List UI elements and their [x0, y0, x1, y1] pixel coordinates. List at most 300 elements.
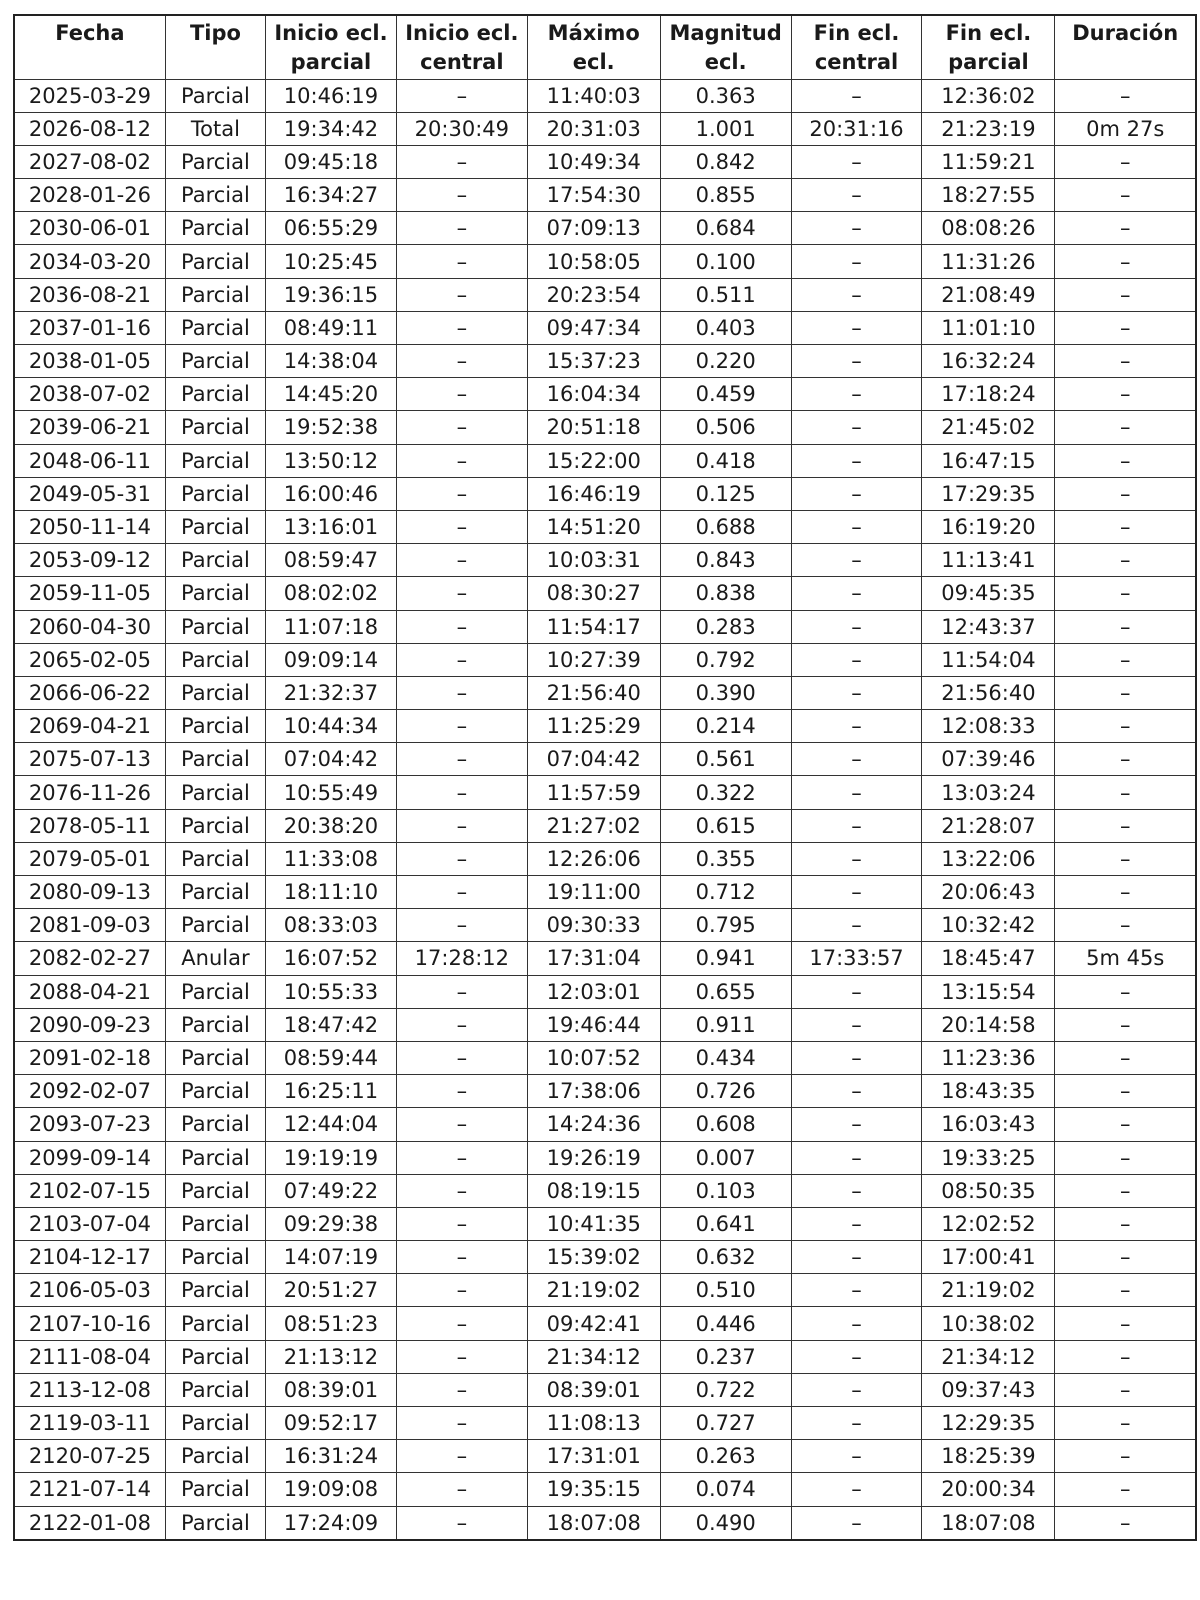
table-row — [14, 1407, 1196, 1440]
cell-central-end: – — [791, 1207, 922, 1240]
cell-partial-end: 18:07:08 — [922, 1506, 1055, 1540]
cell-partial-start: 13:50:12 — [266, 444, 397, 477]
cell-duration: – — [1055, 610, 1196, 643]
cell-partial-start: 16:34:27 — [266, 179, 397, 212]
column-header-central-end — [791, 15, 922, 79]
column-header-line: Máximo — [547, 21, 640, 45]
cell-central-start: 20:30:49 — [396, 112, 527, 145]
cell-date: 2081-09-03 — [14, 909, 165, 942]
cell-magnitude: 0.688 — [660, 510, 791, 543]
cell-partial-start: 09:29:38 — [266, 1207, 397, 1240]
cell-duration: – — [1055, 809, 1196, 842]
cell-partial-end: 10:32:42 — [922, 909, 1055, 942]
cell-duration: – — [1055, 1506, 1196, 1540]
column-header-line: central — [814, 50, 899, 74]
cell-central-end: – — [791, 544, 922, 577]
cell-date: 2026-08-12 — [14, 112, 165, 145]
cell-central-start: – — [396, 1108, 527, 1141]
cell-type: Parcial — [165, 278, 265, 311]
cell-duration: – — [1055, 1207, 1196, 1240]
cell-partial-start: 09:09:14 — [266, 643, 397, 676]
cell-central-end: – — [791, 1241, 922, 1274]
table-row — [14, 179, 1196, 212]
cell-central-start: – — [396, 676, 527, 709]
cell-partial-start: 14:07:19 — [266, 1241, 397, 1274]
cell-maximum: 15:37:23 — [527, 345, 660, 378]
cell-partial-end: 20:14:58 — [922, 1008, 1055, 1041]
cell-magnitude: 0.263 — [660, 1440, 791, 1473]
table-row — [14, 1141, 1196, 1174]
cell-partial-end: 09:45:35 — [922, 577, 1055, 610]
cell-magnitude: 0.214 — [660, 710, 791, 743]
table-row — [14, 1041, 1196, 1074]
cell-partial-start: 14:38:04 — [266, 345, 397, 378]
cell-maximum: 12:26:06 — [527, 842, 660, 875]
cell-maximum: 16:46:19 — [527, 477, 660, 510]
cell-duration: – — [1055, 145, 1196, 178]
cell-maximum: 08:19:15 — [527, 1174, 660, 1207]
cell-magnitude: 0.608 — [660, 1108, 791, 1141]
cell-central-start: – — [396, 975, 527, 1008]
cell-type: Parcial — [165, 1141, 265, 1174]
cell-central-start: – — [396, 477, 527, 510]
cell-date: 2028-01-26 — [14, 179, 165, 212]
cell-type: Parcial — [165, 909, 265, 942]
cell-magnitude: 0.355 — [660, 842, 791, 875]
cell-type: Parcial — [165, 1274, 265, 1307]
cell-duration: – — [1055, 1473, 1196, 1506]
cell-central-start: – — [396, 1008, 527, 1041]
table-row — [14, 1307, 1196, 1340]
cell-central-end: – — [791, 510, 922, 543]
cell-central-start: – — [396, 643, 527, 676]
cell-type: Parcial — [165, 975, 265, 1008]
cell-duration: – — [1055, 1373, 1196, 1406]
cell-central-end: – — [791, 743, 922, 776]
cell-duration: – — [1055, 444, 1196, 477]
cell-duration: – — [1055, 1141, 1196, 1174]
cell-partial-end: 17:18:24 — [922, 378, 1055, 411]
table-row — [14, 1473, 1196, 1506]
cell-type: Parcial — [165, 444, 265, 477]
cell-central-end: – — [791, 676, 922, 709]
cell-type: Parcial — [165, 245, 265, 278]
cell-partial-end: 12:43:37 — [922, 610, 1055, 643]
cell-date: 2091-02-18 — [14, 1041, 165, 1074]
cell-partial-end: 11:23:36 — [922, 1041, 1055, 1074]
cell-central-start: – — [396, 1207, 527, 1240]
cell-duration: – — [1055, 975, 1196, 1008]
table-row — [14, 710, 1196, 743]
cell-duration: – — [1055, 1008, 1196, 1041]
table-row — [14, 1241, 1196, 1274]
column-header-line: parcial — [948, 50, 1029, 74]
table-header — [14, 15, 1196, 79]
cell-partial-end: 18:45:47 — [922, 942, 1055, 975]
cell-maximum: 21:19:02 — [527, 1274, 660, 1307]
cell-central-end: – — [791, 1373, 922, 1406]
cell-central-end: – — [791, 809, 922, 842]
cell-central-start: – — [396, 1174, 527, 1207]
cell-partial-start: 20:38:20 — [266, 809, 397, 842]
cell-type: Parcial — [165, 378, 265, 411]
cell-magnitude: 0.007 — [660, 1141, 791, 1174]
cell-partial-end: 17:00:41 — [922, 1241, 1055, 1274]
cell-magnitude: 0.390 — [660, 676, 791, 709]
table-row — [14, 577, 1196, 610]
cell-duration: – — [1055, 1340, 1196, 1373]
cell-partial-end: 09:37:43 — [922, 1373, 1055, 1406]
cell-type: Parcial — [165, 1506, 265, 1540]
cell-magnitude: 0.510 — [660, 1274, 791, 1307]
header-row — [14, 15, 1196, 79]
cell-central-end: – — [791, 444, 922, 477]
cell-date: 2059-11-05 — [14, 577, 165, 610]
cell-maximum: 11:54:17 — [527, 610, 660, 643]
cell-partial-start: 17:24:09 — [266, 1506, 397, 1540]
cell-partial-end: 12:08:33 — [922, 710, 1055, 743]
cell-type: Parcial — [165, 1440, 265, 1473]
cell-central-end: – — [791, 1473, 922, 1506]
cell-date: 2038-07-02 — [14, 378, 165, 411]
cell-date: 2121-07-14 — [14, 1473, 165, 1506]
table-row — [14, 809, 1196, 842]
cell-central-end: – — [791, 311, 922, 344]
cell-central-end: – — [791, 876, 922, 909]
table-row — [14, 842, 1196, 875]
cell-central-end: – — [791, 345, 922, 378]
cell-date: 2120-07-25 — [14, 1440, 165, 1473]
cell-central-start: – — [396, 245, 527, 278]
cell-maximum: 11:25:29 — [527, 710, 660, 743]
cell-central-end: – — [791, 245, 922, 278]
cell-partial-start: 14:45:20 — [266, 378, 397, 411]
cell-central-end: – — [791, 411, 922, 444]
cell-central-end: – — [791, 975, 922, 1008]
cell-maximum: 07:04:42 — [527, 743, 660, 776]
cell-partial-start: 07:04:42 — [266, 743, 397, 776]
cell-type: Parcial — [165, 544, 265, 577]
cell-type: Parcial — [165, 610, 265, 643]
cell-duration: – — [1055, 212, 1196, 245]
cell-magnitude: 1.001 — [660, 112, 791, 145]
cell-magnitude: 0.446 — [660, 1307, 791, 1340]
cell-date: 2060-04-30 — [14, 610, 165, 643]
cell-partial-start: 19:36:15 — [266, 278, 397, 311]
cell-type: Parcial — [165, 212, 265, 245]
cell-partial-end: 13:22:06 — [922, 842, 1055, 875]
cell-central-end: – — [791, 776, 922, 809]
cell-partial-end: 21:19:02 — [922, 1274, 1055, 1307]
cell-duration: – — [1055, 1241, 1196, 1274]
cell-date: 2099-09-14 — [14, 1141, 165, 1174]
cell-central-end: 20:31:16 — [791, 112, 922, 145]
cell-central-end: – — [791, 1008, 922, 1041]
cell-duration: 0m 27s — [1055, 112, 1196, 145]
cell-magnitude: 0.655 — [660, 975, 791, 1008]
table-row — [14, 245, 1196, 278]
cell-partial-end: 11:13:41 — [922, 544, 1055, 577]
cell-partial-end: 12:29:35 — [922, 1407, 1055, 1440]
cell-central-start: – — [396, 212, 527, 245]
cell-type: Parcial — [165, 1307, 265, 1340]
cell-partial-end: 21:28:07 — [922, 809, 1055, 842]
cell-maximum: 10:03:31 — [527, 544, 660, 577]
cell-duration: – — [1055, 378, 1196, 411]
cell-type: Parcial — [165, 1241, 265, 1274]
cell-central-end: – — [791, 179, 922, 212]
cell-magnitude: 0.283 — [660, 610, 791, 643]
cell-magnitude: 0.418 — [660, 444, 791, 477]
cell-magnitude: 0.684 — [660, 212, 791, 245]
cell-maximum: 19:35:15 — [527, 1473, 660, 1506]
cell-maximum: 11:40:03 — [527, 79, 660, 112]
cell-partial-end: 11:01:10 — [922, 311, 1055, 344]
cell-central-end: – — [791, 278, 922, 311]
cell-partial-start: 08:02:02 — [266, 577, 397, 610]
cell-date: 2036-08-21 — [14, 278, 165, 311]
table-row — [14, 643, 1196, 676]
cell-date: 2093-07-23 — [14, 1108, 165, 1141]
cell-partial-end: 20:00:34 — [922, 1473, 1055, 1506]
column-header-line: ecl. — [704, 50, 747, 74]
cell-central-start: – — [396, 1407, 527, 1440]
cell-duration: – — [1055, 311, 1196, 344]
column-header-line: Inicio ecl. — [405, 21, 519, 45]
cell-magnitude: 0.632 — [660, 1241, 791, 1274]
cell-date: 2113-12-08 — [14, 1373, 165, 1406]
cell-maximum: 10:58:05 — [527, 245, 660, 278]
cell-partial-start: 10:44:34 — [266, 710, 397, 743]
cell-maximum: 19:46:44 — [527, 1008, 660, 1041]
cell-central-start: – — [396, 278, 527, 311]
cell-magnitude: 0.727 — [660, 1407, 791, 1440]
cell-magnitude: 0.103 — [660, 1174, 791, 1207]
cell-magnitude: 0.726 — [660, 1075, 791, 1108]
cell-partial-start: 08:39:01 — [266, 1373, 397, 1406]
cell-partial-start: 10:25:45 — [266, 245, 397, 278]
cell-maximum: 11:57:59 — [527, 776, 660, 809]
cell-partial-start: 16:25:11 — [266, 1075, 397, 1108]
column-header-magnitude — [660, 15, 791, 79]
cell-type: Parcial — [165, 345, 265, 378]
cell-maximum: 17:31:04 — [527, 942, 660, 975]
cell-date: 2027-08-02 — [14, 145, 165, 178]
table-row — [14, 776, 1196, 809]
cell-type: Anular — [165, 942, 265, 975]
table-row — [14, 975, 1196, 1008]
cell-maximum: 21:56:40 — [527, 676, 660, 709]
cell-central-start: – — [396, 510, 527, 543]
cell-partial-start: 08:59:44 — [266, 1041, 397, 1074]
cell-duration: – — [1055, 743, 1196, 776]
cell-date: 2106-05-03 — [14, 1274, 165, 1307]
cell-partial-end: 11:31:26 — [922, 245, 1055, 278]
table-row — [14, 278, 1196, 311]
column-header-line: Magnitud — [669, 21, 782, 45]
cell-date: 2090-09-23 — [14, 1008, 165, 1041]
table-row — [14, 1373, 1196, 1406]
cell-partial-end: 13:15:54 — [922, 975, 1055, 1008]
cell-partial-start: 19:52:38 — [266, 411, 397, 444]
cell-partial-end: 12:02:52 — [922, 1207, 1055, 1240]
cell-partial-end: 08:50:35 — [922, 1174, 1055, 1207]
cell-partial-start: 21:13:12 — [266, 1340, 397, 1373]
cell-maximum: 09:42:41 — [527, 1307, 660, 1340]
cell-partial-end: 21:23:19 — [922, 112, 1055, 145]
cell-partial-start: 19:34:42 — [266, 112, 397, 145]
column-header-duration — [1055, 15, 1196, 79]
cell-magnitude: 0.838 — [660, 577, 791, 610]
cell-date: 2076-11-26 — [14, 776, 165, 809]
cell-duration: – — [1055, 510, 1196, 543]
table-row — [14, 544, 1196, 577]
table-row — [14, 1506, 1196, 1540]
cell-partial-start: 19:09:08 — [266, 1473, 397, 1506]
cell-partial-end: 12:36:02 — [922, 79, 1055, 112]
cell-date: 2038-01-05 — [14, 345, 165, 378]
cell-type: Parcial — [165, 1041, 265, 1074]
table-row — [14, 1008, 1196, 1041]
cell-duration: – — [1055, 643, 1196, 676]
cell-magnitude: 0.220 — [660, 345, 791, 378]
cell-partial-end: 18:43:35 — [922, 1075, 1055, 1108]
cell-magnitude: 0.363 — [660, 79, 791, 112]
table-row — [14, 1108, 1196, 1141]
cell-partial-end: 18:27:55 — [922, 179, 1055, 212]
cell-partial-end: 16:32:24 — [922, 345, 1055, 378]
cell-partial-start: 09:52:17 — [266, 1407, 397, 1440]
cell-date: 2082-02-27 — [14, 942, 165, 975]
column-header-line: Duración — [1072, 21, 1179, 45]
table-row — [14, 743, 1196, 776]
cell-partial-start: 18:47:42 — [266, 1008, 397, 1041]
table-row — [14, 1340, 1196, 1373]
cell-maximum: 10:41:35 — [527, 1207, 660, 1240]
cell-central-end: – — [791, 1174, 922, 1207]
cell-date: 2075-07-13 — [14, 743, 165, 776]
column-header-line: Fin ecl. — [945, 21, 1032, 45]
cell-partial-start: 19:19:19 — [266, 1141, 397, 1174]
cell-partial-end: 21:56:40 — [922, 676, 1055, 709]
cell-date: 2049-05-31 — [14, 477, 165, 510]
cell-partial-start: 11:07:18 — [266, 610, 397, 643]
cell-maximum: 20:51:18 — [527, 411, 660, 444]
cell-type: Parcial — [165, 876, 265, 909]
cell-date: 2048-06-11 — [14, 444, 165, 477]
cell-duration: – — [1055, 1307, 1196, 1340]
table-row — [14, 942, 1196, 975]
cell-magnitude: 0.722 — [660, 1373, 791, 1406]
cell-date: 2034-03-20 — [14, 245, 165, 278]
cell-date: 2066-06-22 — [14, 676, 165, 709]
cell-magnitude: 0.074 — [660, 1473, 791, 1506]
cell-date: 2030-06-01 — [14, 212, 165, 245]
cell-maximum: 08:39:01 — [527, 1373, 660, 1406]
cell-date: 2050-11-14 — [14, 510, 165, 543]
cell-maximum: 17:31:01 — [527, 1440, 660, 1473]
cell-date: 2107-10-16 — [14, 1307, 165, 1340]
cell-type: Parcial — [165, 1008, 265, 1041]
cell-type: Parcial — [165, 411, 265, 444]
cell-partial-end: 17:29:35 — [922, 477, 1055, 510]
cell-type: Parcial — [165, 477, 265, 510]
cell-central-start: 17:28:12 — [396, 942, 527, 975]
cell-central-end: – — [791, 212, 922, 245]
column-header-line: Inicio ecl. — [274, 21, 388, 45]
column-header-line: Tipo — [189, 21, 241, 45]
cell-central-end: – — [791, 79, 922, 112]
cell-magnitude: 0.795 — [660, 909, 791, 942]
cell-magnitude: 0.842 — [660, 145, 791, 178]
cell-central-start: – — [396, 1340, 527, 1373]
cell-type: Parcial — [165, 145, 265, 178]
cell-magnitude: 0.615 — [660, 809, 791, 842]
table-row — [14, 909, 1196, 942]
cell-duration: – — [1055, 1274, 1196, 1307]
cell-duration: – — [1055, 909, 1196, 942]
cell-date: 2037-01-16 — [14, 311, 165, 344]
cell-magnitude: 0.855 — [660, 179, 791, 212]
cell-type: Parcial — [165, 179, 265, 212]
cell-maximum: 14:51:20 — [527, 510, 660, 543]
cell-central-start: – — [396, 1241, 527, 1274]
cell-maximum: 10:07:52 — [527, 1041, 660, 1074]
cell-magnitude: 0.459 — [660, 378, 791, 411]
cell-magnitude: 0.506 — [660, 411, 791, 444]
cell-partial-start: 11:33:08 — [266, 842, 397, 875]
cell-central-start: – — [396, 1440, 527, 1473]
cell-maximum: 10:49:34 — [527, 145, 660, 178]
cell-partial-end: 16:47:15 — [922, 444, 1055, 477]
cell-partial-end: 10:38:02 — [922, 1307, 1055, 1340]
cell-type: Parcial — [165, 1373, 265, 1406]
cell-maximum: 19:11:00 — [527, 876, 660, 909]
cell-duration: – — [1055, 245, 1196, 278]
cell-central-start: – — [396, 1506, 527, 1540]
cell-maximum: 18:07:08 — [527, 1506, 660, 1540]
cell-central-start: – — [396, 311, 527, 344]
table-row — [14, 145, 1196, 178]
cell-partial-start: 12:44:04 — [266, 1108, 397, 1141]
cell-duration: – — [1055, 477, 1196, 510]
cell-central-end: – — [791, 1340, 922, 1373]
cell-maximum: 12:03:01 — [527, 975, 660, 1008]
cell-central-start: – — [396, 1075, 527, 1108]
cell-central-end: – — [791, 577, 922, 610]
cell-central-start: – — [396, 345, 527, 378]
cell-date: 2078-05-11 — [14, 809, 165, 842]
cell-central-start: – — [396, 710, 527, 743]
cell-maximum: 15:39:02 — [527, 1241, 660, 1274]
cell-type: Parcial — [165, 1108, 265, 1141]
cell-maximum: 19:26:19 — [527, 1141, 660, 1174]
cell-maximum: 07:09:13 — [527, 212, 660, 245]
table-row — [14, 610, 1196, 643]
cell-partial-end: 13:03:24 — [922, 776, 1055, 809]
cell-maximum: 20:31:03 — [527, 112, 660, 145]
table-container — [13, 14, 1197, 1541]
cell-partial-start: 10:46:19 — [266, 79, 397, 112]
cell-magnitude: 0.641 — [660, 1207, 791, 1240]
cell-maximum: 08:30:27 — [527, 577, 660, 610]
cell-type: Parcial — [165, 743, 265, 776]
column-header-maximum — [527, 15, 660, 79]
cell-maximum: 09:30:33 — [527, 909, 660, 942]
cell-duration: – — [1055, 710, 1196, 743]
cell-maximum: 21:34:12 — [527, 1340, 660, 1373]
cell-duration: – — [1055, 411, 1196, 444]
